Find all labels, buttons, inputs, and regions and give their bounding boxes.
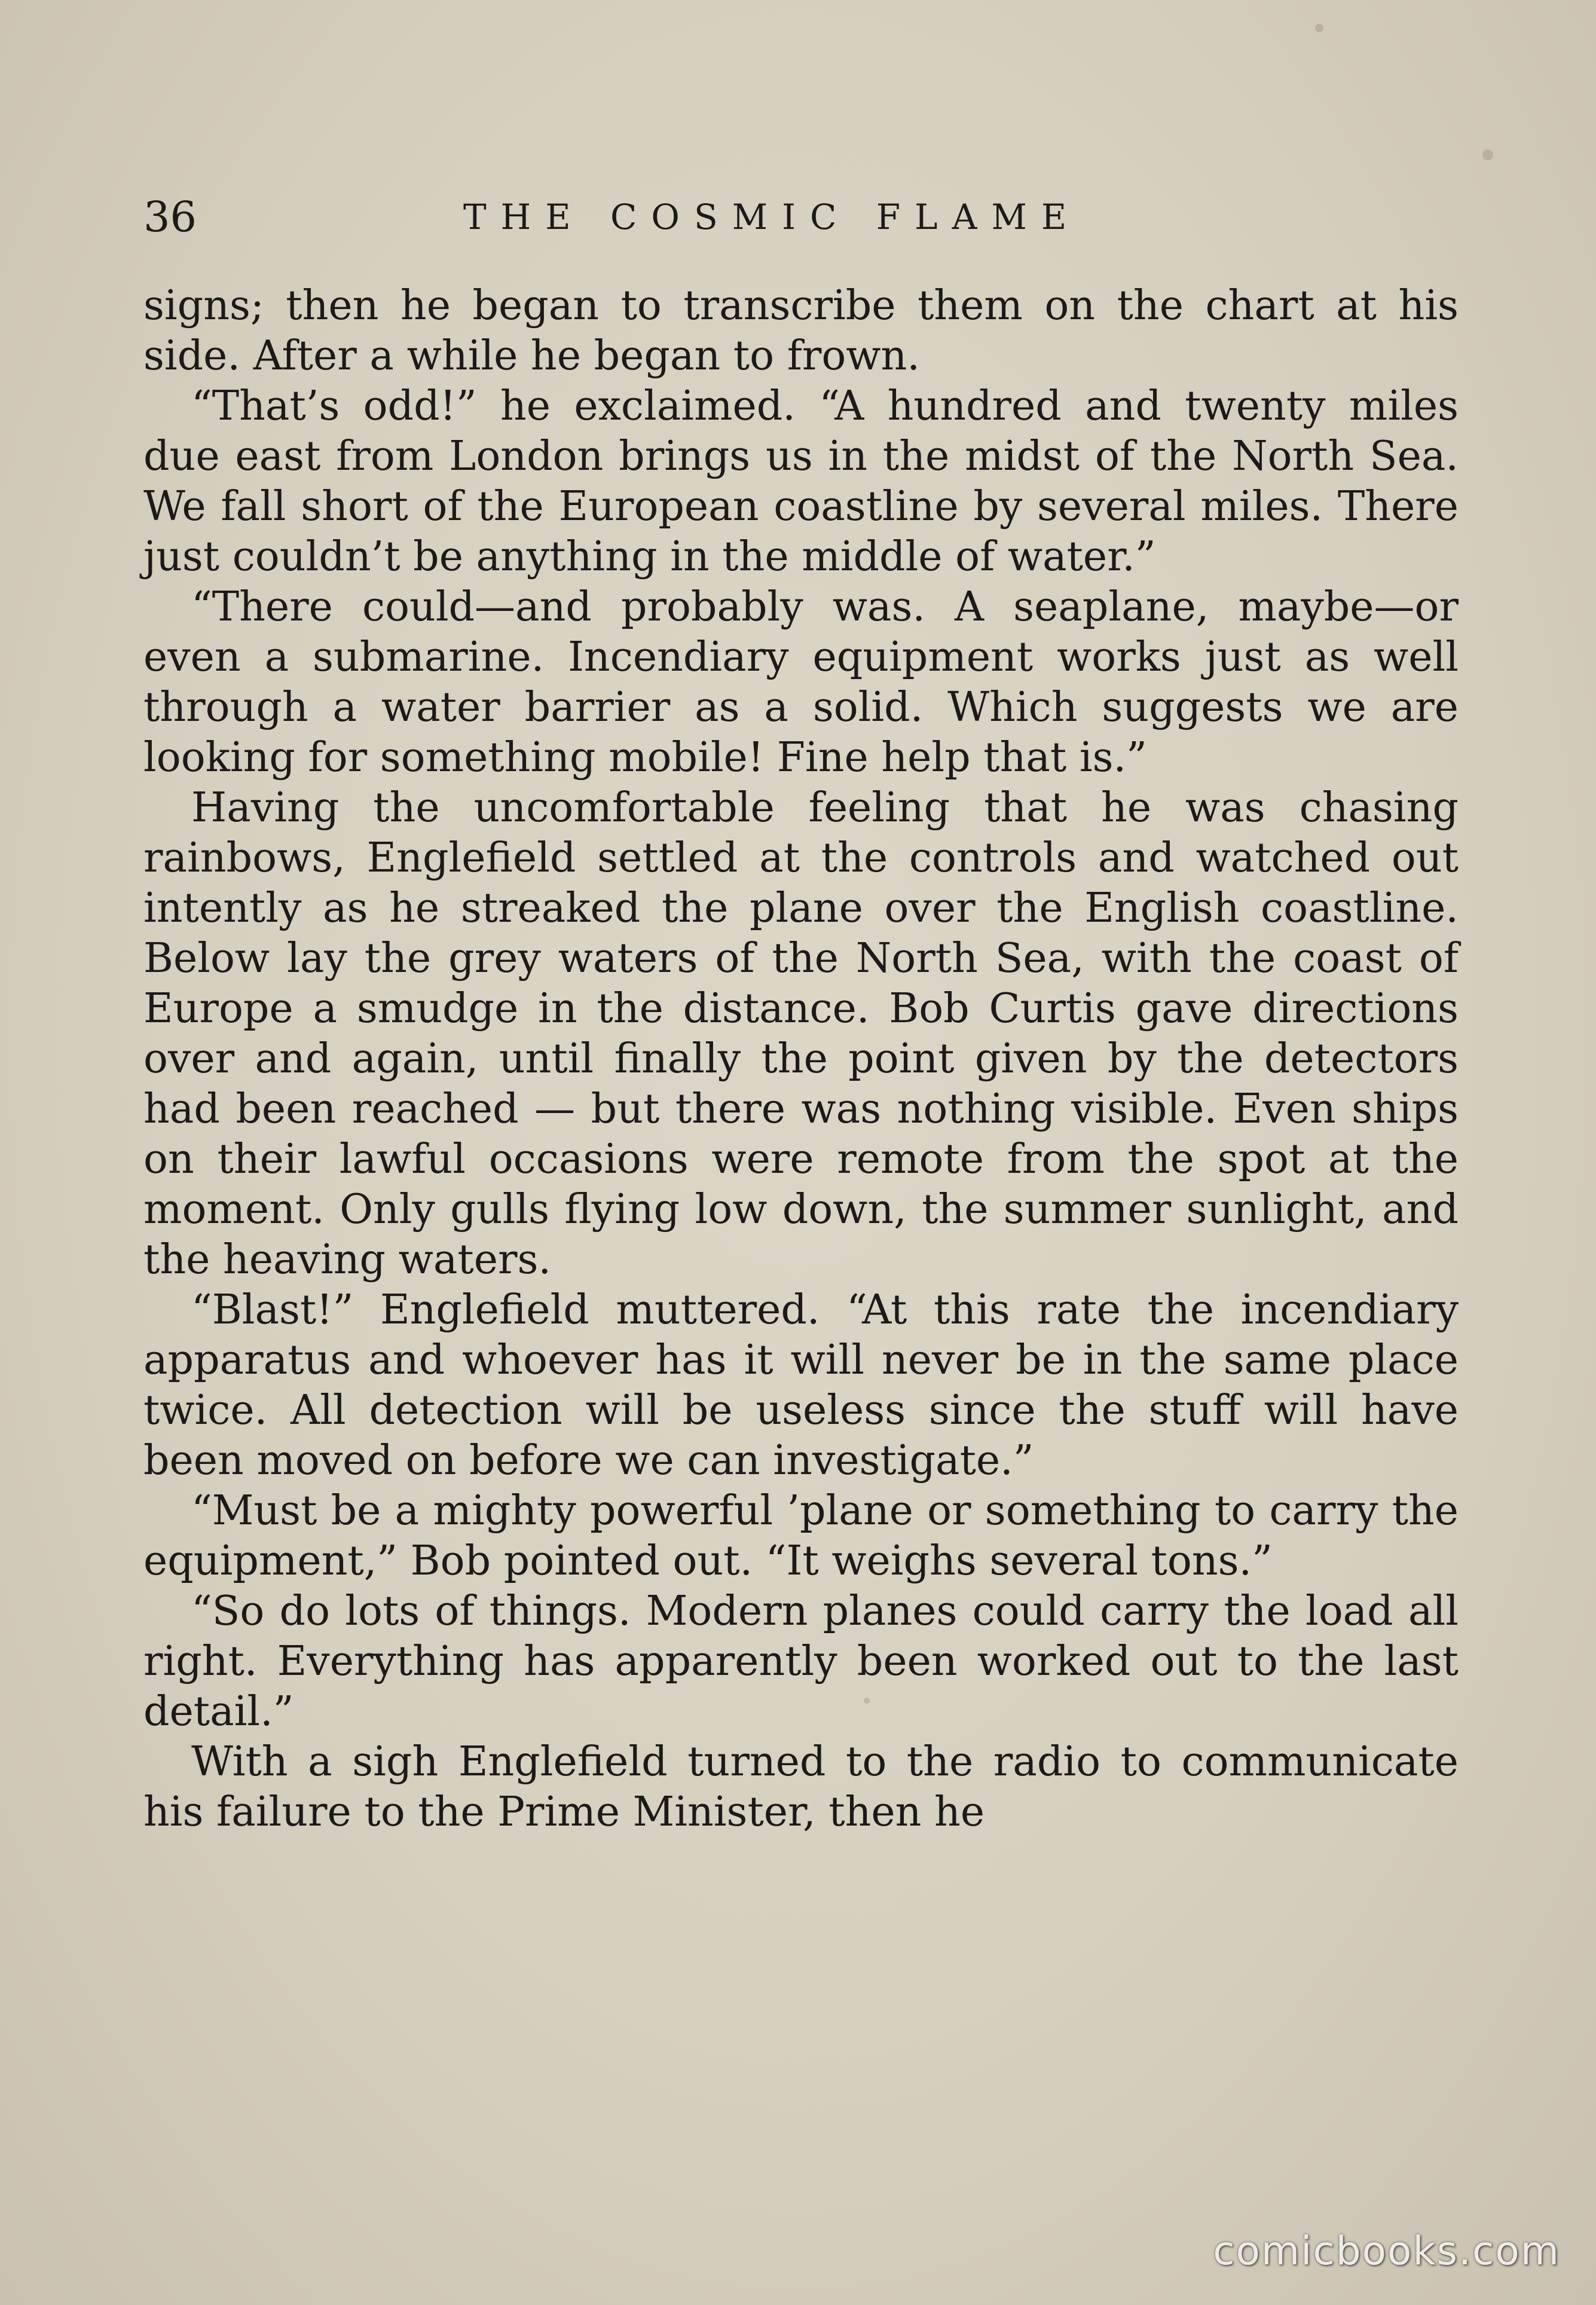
paragraph: Having the uncomfortable feeling that he was chasing rainbows, Englefield settled at the controls and watched out intently as he streaked the plane over the English coastline. Below lay the grey waters of the North Sea, with the coast of Europe a smudge in the distance. Bob Curtis gave directions over and again, until finally the point given by the detectors had been reached — but there was nothing visible. Even ships on their lawful occasions were remote from the spot at the moment. Only gulls flying low down, the summer sunlight, and the heaving waters. [143,784,1459,1283]
paragraph: signs; then he began to transcribe them on the chart at his side. After a while he began to frown. [143,282,1459,380]
paragraph: With a sigh Englefield turned to the radio to communicate his failure to the Prime Minister, then he [143,1738,1459,1836]
paragraph: “That’s odd!” he exclaimed. “A hundred and twenty miles due east from London brings us in the midst of the North Sea. We fall short of the European coastline by several miles. There just couldn’t be anything in the middle of water.” [143,383,1459,580]
paragraph: “There could—and probably was. A seaplane, maybe—or even a submarine. Incendiary equipment works just as well through a water barrier as a solid. Which suggests we are looking for something mobile! Fine help that is.” [143,583,1459,781]
page-number: 36 [143,192,197,241]
watermark: comicbooks.com [1213,2228,1560,2274]
running-title: THE COSMIC FLAME [463,197,1081,237]
page-header [143,190,1160,244]
body-text [143,281,1459,1838]
paper-stain [1315,24,1323,32]
paragraph: “Must be a mighty powerful ’plane or something to carry the equipment,” Bob pointed out. “It weighs several tons.” [143,1487,1459,1585]
paragraph: “Blast!” Englefield muttered. “At this rate the incendiary apparatus and whoever has it will never be in the same place twice. All detection will be useless since the stuff will have been moved on before we can investigate.” [143,1286,1459,1484]
paragraph: “So do lots of things. Modern planes could carry the load all right. Everything has apparently been worked out to the last detail.” [143,1588,1459,1735]
paper-stain [1482,149,1493,160]
